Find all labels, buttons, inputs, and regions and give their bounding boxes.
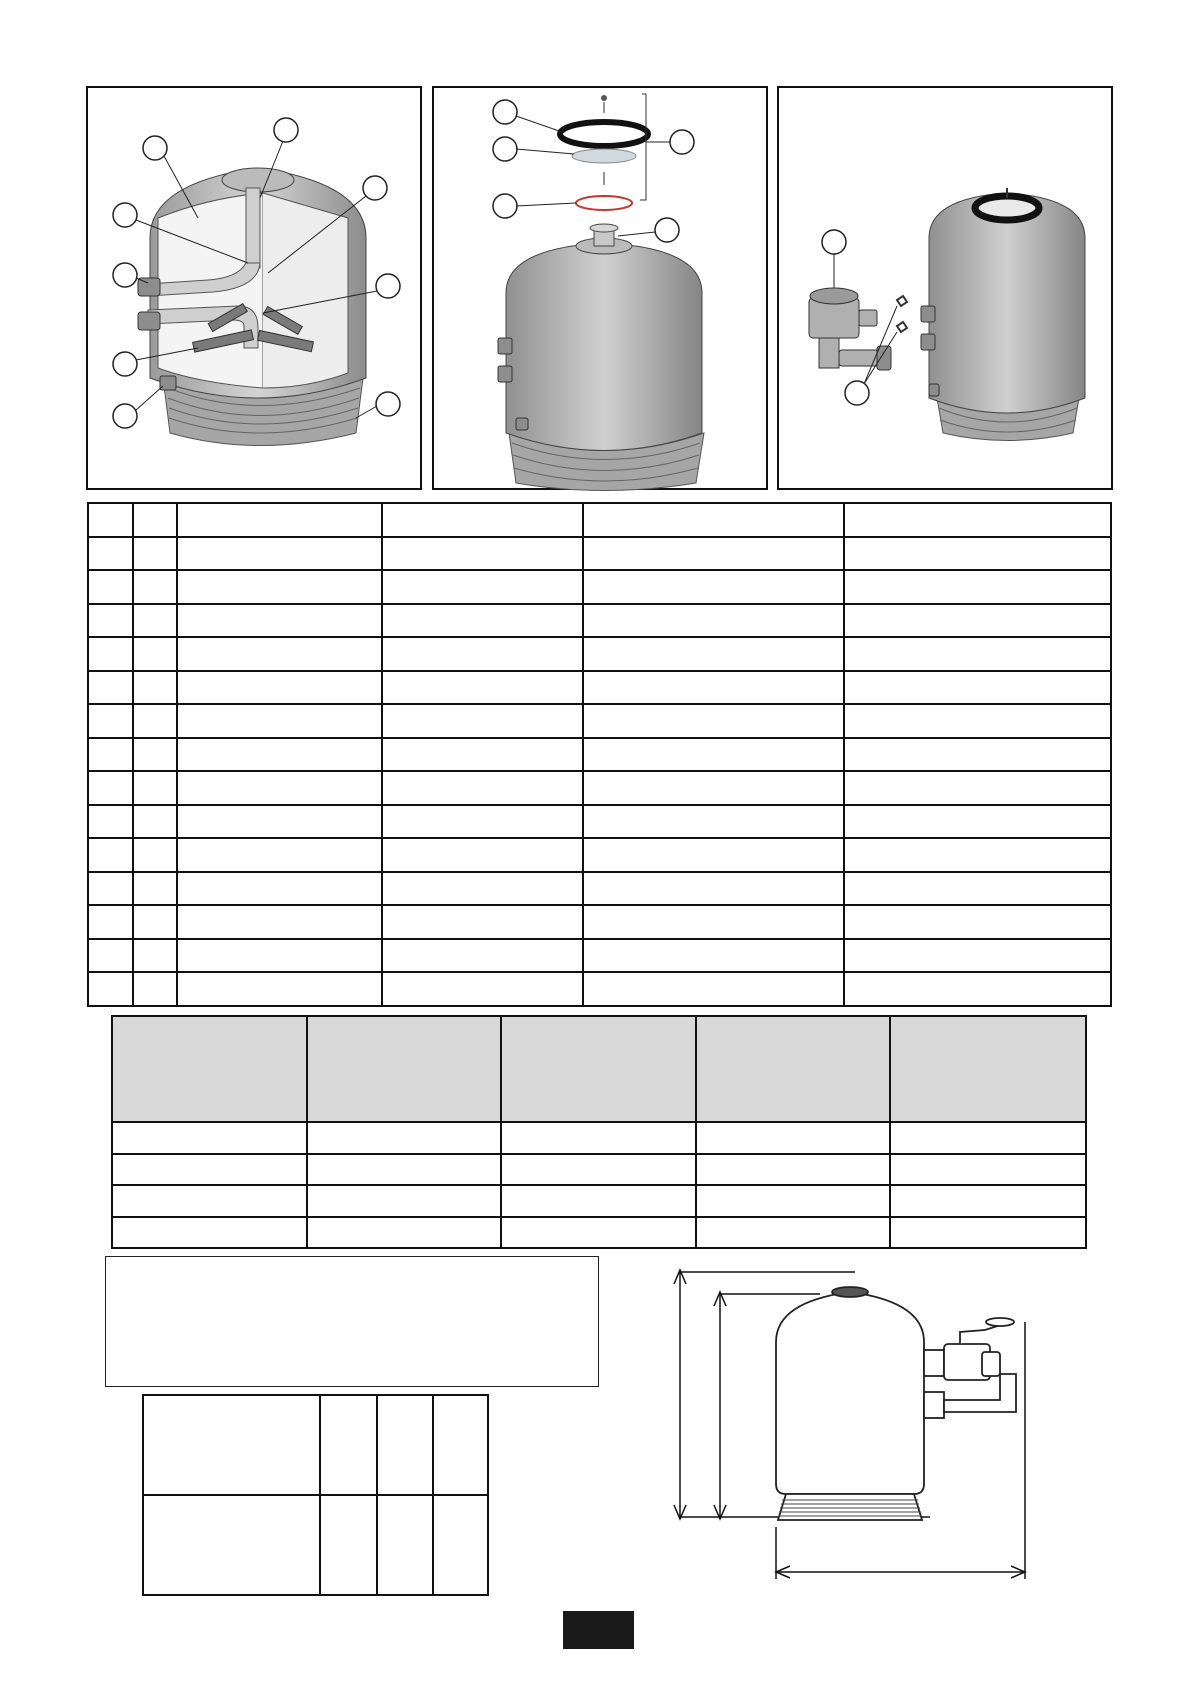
cell xyxy=(844,570,1111,604)
cell xyxy=(177,637,383,671)
cell xyxy=(133,905,177,939)
lid-exploded-illustration xyxy=(434,88,770,492)
dimensions-table xyxy=(142,1394,489,1596)
valve-outline xyxy=(924,1318,1016,1418)
cell xyxy=(844,704,1111,738)
cell xyxy=(88,704,133,738)
cell xyxy=(696,1217,891,1249)
cell xyxy=(382,671,583,705)
cell xyxy=(844,905,1111,939)
cell xyxy=(583,704,844,738)
cell xyxy=(177,738,383,772)
cell xyxy=(844,805,1111,839)
tank-body xyxy=(506,243,702,451)
cell xyxy=(583,671,844,705)
cell xyxy=(844,771,1111,805)
cell xyxy=(320,1495,377,1595)
table-row xyxy=(88,570,1111,604)
cell xyxy=(583,805,844,839)
header-cell xyxy=(112,1016,307,1122)
cell xyxy=(143,1495,320,1595)
cell xyxy=(583,738,844,772)
cell xyxy=(501,1154,696,1186)
lid-parts xyxy=(560,94,648,210)
cell xyxy=(382,939,583,973)
table-row xyxy=(88,738,1111,772)
cell xyxy=(382,738,583,772)
cell xyxy=(583,604,844,638)
cell xyxy=(177,939,383,973)
cell xyxy=(88,939,133,973)
cell xyxy=(133,771,177,805)
cell xyxy=(382,905,583,939)
table-row xyxy=(88,537,1111,571)
figure-lid-panel xyxy=(432,86,768,490)
tank-outline xyxy=(776,1287,924,1520)
table-row xyxy=(88,905,1111,939)
cell xyxy=(583,939,844,973)
cell xyxy=(696,1154,891,1186)
cell xyxy=(177,838,383,872)
cell xyxy=(844,972,1111,1006)
parts-table xyxy=(87,502,1112,1007)
cell xyxy=(88,972,133,1006)
cell xyxy=(88,805,133,839)
cell xyxy=(844,738,1111,772)
table-row xyxy=(112,1185,1086,1217)
cell xyxy=(844,503,1111,537)
cell xyxy=(307,1185,502,1217)
cell xyxy=(433,1495,488,1595)
cell xyxy=(143,1395,320,1495)
cell xyxy=(133,570,177,604)
tank-body xyxy=(929,193,1085,413)
cell xyxy=(844,838,1111,872)
cell xyxy=(177,537,383,571)
cell xyxy=(501,1217,696,1249)
cell xyxy=(88,570,133,604)
cell xyxy=(88,905,133,939)
cell xyxy=(177,771,383,805)
cell xyxy=(844,537,1111,571)
cell xyxy=(320,1395,377,1495)
cell xyxy=(133,604,177,638)
cell xyxy=(177,570,383,604)
table-row xyxy=(88,503,1111,537)
header-cell xyxy=(501,1016,696,1122)
cell xyxy=(133,939,177,973)
header-cell xyxy=(307,1016,502,1122)
table-row xyxy=(88,838,1111,872)
cell xyxy=(133,637,177,671)
cell xyxy=(382,838,583,872)
cell xyxy=(112,1217,307,1249)
cell xyxy=(88,872,133,906)
dimension-drawing xyxy=(660,1262,1060,1592)
cell xyxy=(307,1217,502,1249)
cell xyxy=(501,1185,696,1217)
table-row xyxy=(112,1122,1086,1154)
cell xyxy=(133,872,177,906)
cell xyxy=(890,1122,1086,1154)
table-row xyxy=(88,637,1111,671)
cell xyxy=(844,637,1111,671)
cell xyxy=(177,872,383,906)
cell xyxy=(890,1217,1086,1249)
cell xyxy=(112,1122,307,1154)
cell xyxy=(177,604,383,638)
cell xyxy=(583,838,844,872)
cell xyxy=(382,637,583,671)
cell xyxy=(133,671,177,705)
cell xyxy=(133,805,177,839)
cutaway-illustration xyxy=(88,88,424,492)
cell xyxy=(133,537,177,571)
table-row xyxy=(88,604,1111,638)
cell xyxy=(88,637,133,671)
cell xyxy=(88,838,133,872)
cell xyxy=(177,905,383,939)
cell xyxy=(177,503,383,537)
cell xyxy=(382,704,583,738)
cell xyxy=(307,1122,502,1154)
cell xyxy=(890,1185,1086,1217)
table-row xyxy=(143,1395,488,1495)
cell xyxy=(382,805,583,839)
cell xyxy=(88,604,133,638)
cell xyxy=(133,972,177,1006)
multiport-valve xyxy=(809,288,891,370)
cell xyxy=(583,637,844,671)
cell xyxy=(583,905,844,939)
cell xyxy=(133,503,177,537)
cell xyxy=(133,704,177,738)
table-row xyxy=(112,1154,1086,1186)
cell xyxy=(307,1154,502,1186)
cell xyxy=(377,1495,434,1595)
cell xyxy=(382,570,583,604)
cell xyxy=(377,1395,434,1495)
page-number-badge xyxy=(563,1611,634,1649)
table-row xyxy=(88,704,1111,738)
note-box xyxy=(105,1256,599,1387)
spec-header-row xyxy=(112,1016,1086,1122)
cell xyxy=(382,872,583,906)
figure-valve-panel xyxy=(777,86,1113,490)
cell xyxy=(583,771,844,805)
cell xyxy=(177,805,383,839)
cell xyxy=(88,503,133,537)
table-row xyxy=(112,1217,1086,1249)
table-row xyxy=(88,805,1111,839)
header-cell xyxy=(890,1016,1086,1122)
cell xyxy=(696,1122,891,1154)
cell xyxy=(890,1154,1086,1186)
cell xyxy=(382,771,583,805)
cell xyxy=(88,771,133,805)
cell xyxy=(133,738,177,772)
cell xyxy=(382,503,583,537)
table-row xyxy=(88,872,1111,906)
gaskets xyxy=(897,296,907,332)
valve-assembly-illustration xyxy=(779,88,1115,492)
cell xyxy=(177,704,383,738)
header-cell xyxy=(696,1016,891,1122)
cell xyxy=(433,1395,488,1495)
cell xyxy=(88,537,133,571)
table-row xyxy=(88,939,1111,973)
cell xyxy=(583,503,844,537)
cell xyxy=(844,872,1111,906)
cell xyxy=(501,1122,696,1154)
cell xyxy=(177,671,383,705)
cell xyxy=(844,939,1111,973)
cell xyxy=(382,972,583,1006)
cell xyxy=(177,972,383,1006)
table-row xyxy=(88,671,1111,705)
cell xyxy=(583,872,844,906)
cell xyxy=(583,570,844,604)
cell xyxy=(382,604,583,638)
figure-cutaway-panel xyxy=(86,86,422,490)
cell xyxy=(844,604,1111,638)
table-row xyxy=(143,1495,488,1595)
cell xyxy=(88,671,133,705)
cell xyxy=(583,972,844,1006)
cell xyxy=(133,838,177,872)
spec-table xyxy=(111,1015,1087,1249)
cell xyxy=(112,1154,307,1186)
cell xyxy=(696,1185,891,1217)
tank-lid xyxy=(975,196,1039,220)
table-row xyxy=(88,972,1111,1006)
cell xyxy=(844,671,1111,705)
table-row xyxy=(88,771,1111,805)
cell xyxy=(112,1185,307,1217)
cell xyxy=(583,537,844,571)
cell xyxy=(88,738,133,772)
cell xyxy=(382,537,583,571)
